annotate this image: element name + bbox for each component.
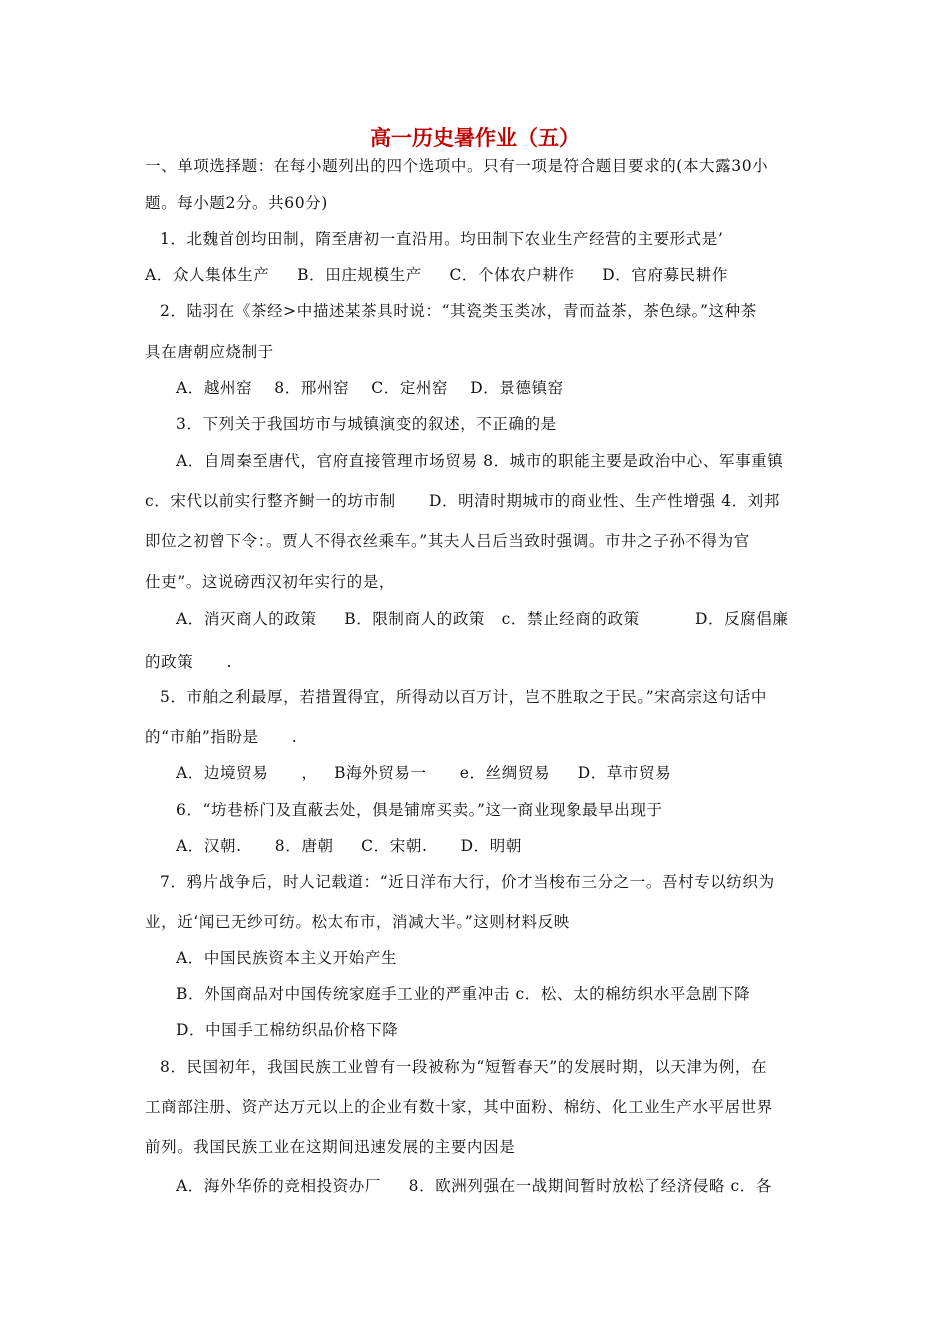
text-line: 前列。我国民族工业在这期间迅速发展的主要内因是: [145, 1138, 516, 1156]
text-line: 6．“坊巷桥门及直蔽去处，俱是铺席买卖。”这一商业现象最早出现于: [176, 801, 663, 819]
text-line: 5．市舶之利最厚，若措置得宜，所得动以百万计，岂不胜取之于民。”宋高宗这句话中: [160, 688, 767, 706]
text-line: A．自周秦至唐代，官府直接管理市场贸易 8．城市的职能主要是政治中心、军事重镇: [176, 452, 784, 470]
text-line: A．汉朝. 8．唐朝 C．宋朝. D．明朝: [176, 837, 522, 855]
text-line: B．外国商品对中国传统家庭手工业的严重冲击 c．松、太的棉纺织水平急剧下降: [176, 985, 751, 1003]
text-line: 仕吏”。这说磅西汉初年实行的是，: [145, 573, 396, 591]
text-line: 1．北魏首创均田制，隋至唐初一直沿用。均田制下农业生产经营的主要形式是’: [160, 230, 724, 248]
text-line: 的政策 .: [145, 653, 232, 671]
page-title: 高一历史暑作业（五）: [370, 126, 580, 150]
text-line: A．众人集体生产 B．田庄规模生产 C．个体农户耕作 D．官府募民耕作: [145, 266, 728, 284]
text-line: A．消灭商人的政策 B．限制商人的政策 c．禁止经商的政策 D．反腐倡廉: [176, 610, 789, 628]
text-line: A．海外华侨的竞相投资办厂 8．欧洲列强在一战期间暂时放松了经济侵略 c．各: [176, 1177, 773, 1195]
text-line: c．宋代以前实行整齐鲥一的坊市制 D．明清时期城市的商业性、生产性增强 4．刘邦: [145, 492, 780, 510]
text-line: D．中国手工棉纺织品价格下降: [176, 1021, 399, 1039]
text-line: A．越州窑 8．邢州窑 C．定州窑 D．景德镇窑: [176, 379, 564, 397]
text-line: 的“市舶”指盼是 .: [145, 728, 298, 746]
text-line: 即位之初曾下令：。贾人不得衣丝乘车。”其夫人吕后当致时强调。市井之子孙不得为官: [145, 532, 750, 550]
text-line: 题。每小题2分。共60分): [145, 194, 328, 212]
text-line: 工商部注册、资产达万元以上的企业有数十家，其中面粉、棉纺、化工业生产水平居世界: [145, 1098, 773, 1116]
text-line: A．边境贸易 ， B海外贸易一 e．丝绸贸易 D．草市贸易: [176, 764, 672, 782]
text-line: A．中国民族资本主义开始产生: [176, 949, 398, 967]
text-line: 7．鸦片战争后，时人记载道：“近日洋布大行，价才当梭布三分之一。吾村专以纺织为: [160, 873, 775, 891]
text-line: 2．陆羽在《茶经>中描述某茶具时说：“其瓷类玉类冰，青而益茶，茶色绿。”这种茶: [160, 302, 757, 320]
text-line: 具在唐朝应烧制于: [145, 343, 274, 361]
text-line: 8．民国初年，我国民族工业曾有一段被称为“短暂春天”的发展时期，以天津为例，在: [160, 1058, 768, 1076]
text-line: 3．下列关于我国坊市与城镇演变的叙述，不正确的是: [176, 415, 557, 433]
text-line: 业，近‘闻已无纱可纺。松太布市，消减大半。”这则材料反映: [145, 913, 570, 931]
text-line: 一、单项选择题：在每小题列出的四个选项中。只有一项是符合题目要求的(本大露30小: [145, 157, 769, 175]
